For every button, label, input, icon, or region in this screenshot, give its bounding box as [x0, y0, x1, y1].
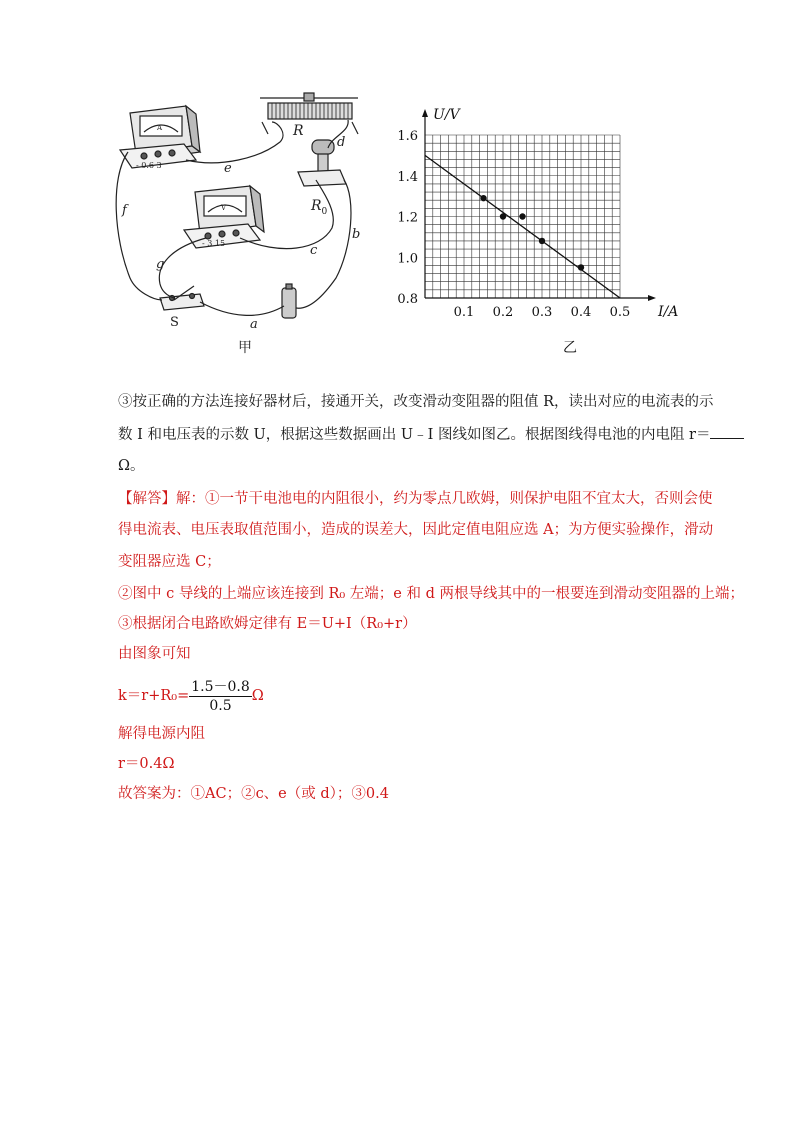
y-axis-arrow: [422, 109, 428, 117]
x-tick-label: 0.2: [492, 305, 514, 320]
answer-blank: [710, 424, 744, 439]
y-tick-label: 1.6: [397, 129, 418, 144]
label-wire-d: d: [337, 135, 346, 150]
formula-fraction: [189, 678, 252, 715]
label-voltmeter-face: V: [221, 204, 227, 212]
answer-line-3: 变阻器应选 C；: [118, 554, 221, 570]
formula-unit: Ω: [251, 688, 264, 704]
wire-a: [200, 302, 284, 315]
answer-line-1: [118, 489, 713, 509]
answer-line-2: 得电流表、电压表取值范围小，造成的误差大，因此定值电阻应选 A；为方便实验操作，滑动: [118, 522, 714, 538]
x-axis-label: I/A: [658, 304, 679, 320]
answer-line-8: 解得电源内阻: [118, 726, 205, 742]
y-axis-label: U/V: [433, 107, 460, 123]
label-R: R: [293, 123, 304, 139]
question-3-line-1: ③按正确的方法连接好器材后，接通开关，改变滑动变阻器的阻值 R，读出对应的电流表的示: [118, 394, 714, 410]
battery: [282, 284, 296, 318]
wire-e: [186, 122, 283, 163]
y-tick-label: 0.8: [397, 292, 418, 307]
answer-line-1-text: 解：①一节干电池电的内阻很小，约为零点几欧姆，则保护电阻不宜太大，否则会使: [176, 491, 713, 507]
label-wire-a: a: [250, 317, 258, 332]
y-tick-label: 1.0: [397, 251, 418, 267]
question-3-line-3: Ω。: [118, 458, 145, 474]
x-tick-label: 0.1: [453, 305, 475, 320]
y-tick-label: 1.2: [397, 210, 418, 226]
x-tick-label: 0.5: [609, 305, 631, 320]
x-axis-arrow: [648, 295, 656, 301]
answer-formula: [118, 676, 264, 716]
formula-numerator: 1.5－0.8: [191, 678, 250, 695]
question-3-line-2-text: 数 I 和电压表的示数 U，根据这些数据画出 U﹣I 图线如图乙。根据图线得电池的内电阻 r＝: [118, 427, 711, 443]
figures-area: [100, 88, 700, 378]
caption-yi: 乙: [563, 340, 577, 356]
figures-svg: [100, 88, 700, 378]
circuit-diagram: [116, 93, 361, 318]
label-wire-g: g: [156, 257, 165, 272]
x-tick-label: 0.3: [531, 305, 553, 320]
label-wire-b: b: [352, 227, 361, 242]
switch-S: [160, 286, 204, 310]
label-voltmeter-terminals: - 3 15: [202, 239, 226, 248]
data-point: [480, 195, 486, 201]
ui-chart: [397, 107, 678, 356]
answer-tag: 【解答】: [118, 491, 176, 507]
answer-line-4: ②图中 c 导线的上端应该连接到 R₀ 左端；e 和 d 两根导线其中的一根要连到滑动变阻器的上端；: [118, 586, 744, 602]
label-ammeter-face: A: [157, 124, 163, 132]
label-wire-e: e: [224, 161, 232, 176]
answer-line-5: ③根据闭合电路欧姆定律有 E＝U+I（R₀+r）: [118, 616, 417, 632]
label-R0-sub: 0: [321, 207, 328, 217]
answer-line-10: 故答案为：①AC；②c、e（或 d）；③0.4: [118, 786, 389, 802]
data-point: [539, 238, 545, 244]
fit-line: [425, 155, 620, 298]
data-point: [578, 264, 584, 270]
label-wire-c: c: [310, 243, 318, 258]
caption-jia: 甲: [238, 340, 252, 356]
rheostat: [260, 93, 358, 134]
question-3-line-2: [118, 424, 744, 445]
label-wire-f: f: [122, 203, 127, 218]
y-tick-label: 1.4: [397, 169, 418, 185]
ammeter: [120, 106, 200, 168]
wire-f: [116, 152, 165, 300]
answer-line-9: r＝0.4Ω: [118, 756, 175, 772]
label-ammeter-terminals: - 0.6 3: [136, 161, 162, 170]
formula-denominator: 0.5: [209, 697, 232, 714]
label-S: S: [170, 315, 179, 330]
label-R0: $R_0$: [311, 198, 328, 217]
answer-line-6: 由图象可知: [118, 646, 191, 662]
x-tick-label: 0.4: [570, 305, 592, 320]
formula-prefix: k＝r+R₀=: [118, 688, 190, 704]
data-point: [500, 213, 506, 219]
wire-b: [296, 180, 351, 308]
data-point: [519, 213, 525, 219]
